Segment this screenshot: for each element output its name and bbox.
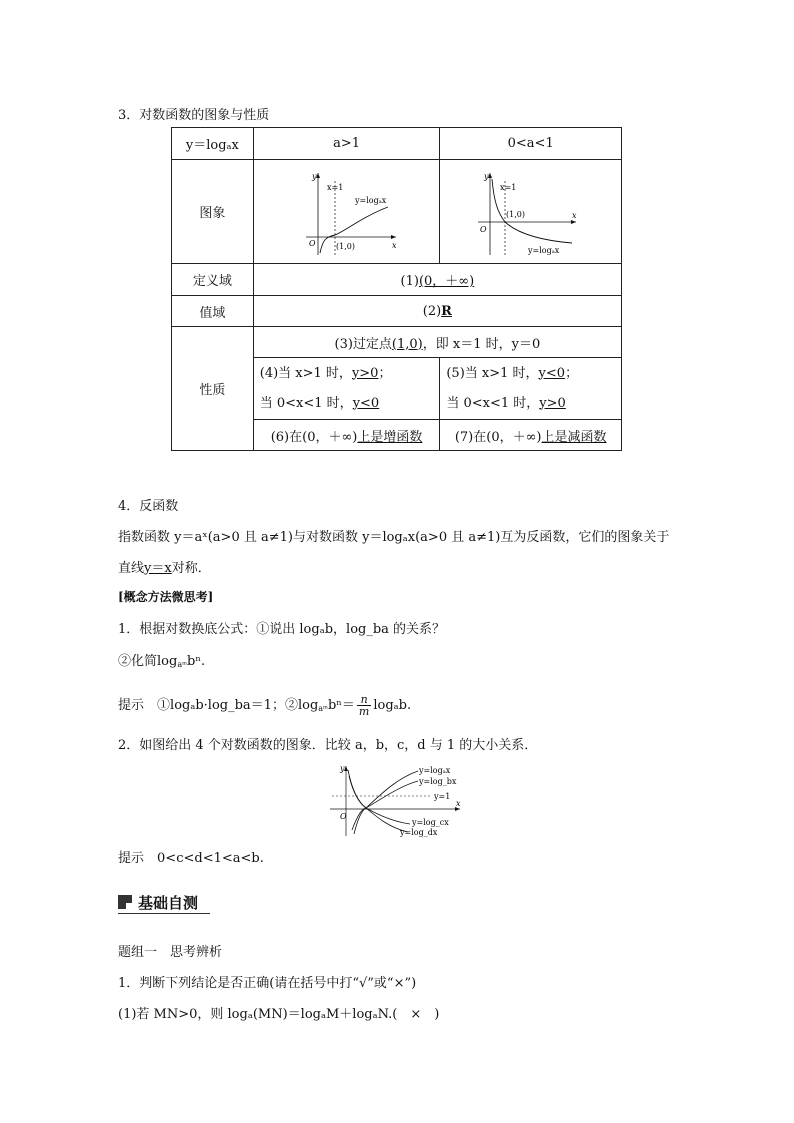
hint-1-eq: ＝ [341,698,355,713]
graph-left-x: x [391,240,397,250]
graph-increasing [253,160,440,264]
hint-1-base: aᵐ [318,704,328,713]
graph-right-y: y [483,171,489,181]
hint-1-label: 提示 [118,698,145,713]
section4-line1: 指数函数 y＝aˣ(a>0 且 a≠1)与对数函数 y＝logₐx(a>0 且 a≠1)互为反函数，它们的图象关于 [118,530,670,545]
range-value: R [441,303,452,319]
section-underline [118,913,210,914]
table-header-a-gt-1: a>1 [253,128,440,160]
p4-line1-value: y>0 [351,365,379,381]
question-2: 2．如图给出 4 个对数函数的图象．比较 a，b，c，d 与 1 的大小关系． [118,738,538,753]
p4-line2-prefix: 当 0<x<1 时， [259,395,353,411]
graph-decreasing [440,160,622,264]
table-header-function: y＝logₐx [172,128,254,160]
fig2-y: y [340,764,345,773]
section4-line2-suffix: 对称． [171,561,211,576]
section4-line2-prefix: 直线 [118,561,145,576]
q1-part2-arg: bⁿ [187,654,201,669]
property-6-cell [253,420,440,451]
property-3-cell [253,327,621,358]
domain-value: (0，＋∞) [418,274,475,289]
q1-part2-base: aᵐ [177,660,188,669]
range-prefix: (2) [422,303,442,319]
judge-item-1: (1)若 MN>0，则 logₐ(MN)＝logₐM＋logₐN.( × ) [118,1007,440,1022]
graph-right-vline: x=1 [499,182,516,192]
hint-1-tail: logₐb. [373,698,412,713]
p5-line2-prefix: 当 0<x<1 时， [446,395,540,411]
fig2-x: x [456,799,461,808]
domain-value-cell [253,264,621,296]
q1-part2-log: log [157,654,178,669]
p4-line2-value: y<0 [352,395,380,411]
hint-1-part1: ①logₐb·log_ba＝1；②log [157,698,319,713]
fig2-curve-d: y=log_dx [400,828,438,837]
section4-heading: 4．反函数 [118,499,179,514]
hint-1-den: m [358,705,370,718]
p4-line1-prefix: (4)当 x>1 时， [259,365,352,381]
self-test-heading: 基础自测 [138,894,199,912]
hint-1 [118,694,411,717]
p5-line2-value: y>0 [539,395,566,411]
graph-right-x: x [571,210,577,220]
section-square-icon [118,895,132,909]
p7-value: 上是减函数 [541,429,607,445]
hint-1-num: n [357,694,371,706]
hint-2 [118,847,264,866]
graph-left-y: y [311,171,317,181]
property-4-cell: (4)当 x>1 时，y>0； 当 0<x<1 时，y<0 [253,358,440,420]
p3-suffix: ，即 x＝1 时，y＝0 [422,336,541,352]
p5-line1-prefix: (5)当 x>1 时， [446,365,539,381]
p3-point: (1,0) [391,336,423,352]
group-1-heading: 题组一 思考辨析 [118,945,223,960]
row-label-graph: 图象 [172,160,254,264]
question-1-part2: ②化简$\log_{aᵐ}b^n$. [118,654,206,669]
q1-part2-prefix: ②化简 [118,654,158,669]
p3-prefix: (3)过定点 [334,336,392,352]
range-value-cell [253,296,621,327]
fig2-curve-a: y=logₐx [419,766,451,775]
row-label-property: 性质 [172,327,254,451]
p7-prefix: (7)在(0，＋∞) [454,429,542,445]
row-label-range: 值域 [172,296,254,327]
domain-prefix: (1) [400,274,419,289]
judge-intro: 1．判断下列结论是否正确(请在括号中打“√”或“×”) [118,976,417,991]
graph-left-vline: x=1 [326,182,343,192]
section4-line2-value: y＝x [144,561,172,576]
fig2-curve-c: y=log_cx [412,818,449,827]
fig2-curve-b: y=log_bx [419,777,457,786]
concept-heading: [概念方法微思考] [118,590,214,604]
hint-1-arg: bⁿ [327,698,342,713]
graph-left-point: (1,0) [335,241,355,251]
p5-line1-value: y<0 [538,365,566,381]
hint-2-text: 0<c<d<1<a<b. [157,851,264,866]
section3-heading: 3．对数函数的图象与性质 [118,108,270,123]
fig2-origin: O [340,812,347,821]
row-label-domain: 定义域 [172,264,254,296]
property-7-cell [440,420,622,451]
graph-left-curve-label: y=logₐx [354,195,386,205]
property-5-cell: (5)当 x>1 时，y<0； 当 0<x<1 时，y>0 [440,358,622,420]
hint-1-fraction [357,694,371,717]
graph-right-point: (1,0) [505,209,525,219]
graph-right-origin: O [479,224,487,234]
figure-four-log-curves [328,762,468,838]
graph-left-origin: O [308,238,316,248]
p6-value: 上是增函数 [357,429,423,445]
p6-prefix: (6)在(0，＋∞) [270,429,358,445]
graph-right-curve-label: y=logₐx [527,245,559,255]
log-properties-table [171,127,622,451]
question-1: 1．根据对数换底公式：①说出 logₐb，log_ba 的关系？ [118,622,446,637]
table-header-a-lt-1: 0<a<1 [440,128,622,160]
hint-2-label: 提示 [118,851,145,866]
section4-line2 [118,557,211,576]
fig2-y1: y=1 [434,792,451,801]
